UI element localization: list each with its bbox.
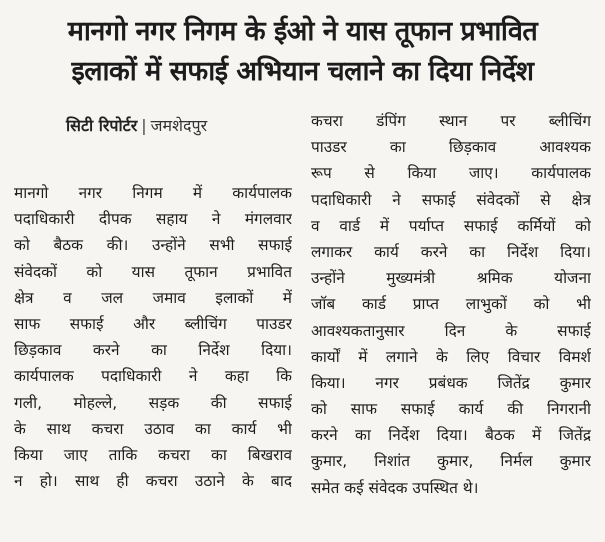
right-column-line: लगाकर कार्य करने का निर्देश दिया। bbox=[311, 242, 591, 261]
right-column-line: किया। नगर प्रबंधक जितेंद्र कुमार bbox=[311, 373, 591, 392]
left-column-line: किया जाए ताकि कचरा का बिखराव bbox=[14, 445, 292, 464]
left-column-line: मानगो नगर निगम में कार्यपालक bbox=[14, 184, 292, 202]
right-column-line: कुमार, निशांत कुमार, निर्मल कुमार bbox=[311, 452, 591, 471]
left-column-line: के साथ कचरा उठाव का कार्य भी bbox=[14, 419, 292, 438]
headline-line-2: इलाकों में सफाई अभियान चलाने का दिया निर्देश bbox=[71, 56, 534, 87]
right-column-line: को साफ सफाई कार्य की निगरानी bbox=[311, 400, 591, 419]
right-column-line: रूप से किया जाए। कार्यपालक bbox=[311, 164, 591, 183]
right-column-line: व वार्ड में पर्याप्त सफाई कर्मियों को bbox=[311, 216, 591, 235]
headline-line-1: मानगो नगर निगम के ईओ ने यास तूफान प्रभावित bbox=[67, 16, 538, 47]
byline bbox=[66, 114, 207, 136]
right-column-line: कचरा डंपिंग स्थान पर ब्लीचिंग bbox=[311, 112, 591, 130]
right-column-line: आवश्यकतानुसार दिन के सफाई bbox=[311, 321, 591, 340]
left-column bbox=[14, 180, 292, 494]
right-column-line: करने का निर्देश दिया। बैठक में जितेंद्र bbox=[311, 426, 591, 445]
left-column-line: को बैठक की। उन्होंने सभी सफाई bbox=[14, 236, 292, 255]
left-column-line: संवेदकों को यास तूफान प्रभावित bbox=[14, 262, 292, 281]
left-column-line: साफ सफाई और ब्लीचिंग पाउडर bbox=[14, 314, 292, 333]
byline-place: जमशेदपुर bbox=[150, 116, 208, 135]
right-column-line: पदाधिकारी ने सफाई संवेदकों से क्षेत्र bbox=[311, 190, 591, 209]
left-column-line: न हो। साथ ही कचरा उठाने के बाद bbox=[14, 472, 292, 491]
right-column-line: पाउडर का छिड़काव आवश्यक bbox=[311, 138, 591, 157]
article-headline bbox=[0, 12, 605, 92]
byline-separator: | bbox=[141, 116, 147, 135]
left-column-line: गली, मोहल्ले, सड़क की सफाई bbox=[14, 393, 292, 412]
left-column-line: कार्यपालक पदाधिकारी ने कहा कि bbox=[14, 367, 292, 386]
right-column-line: समेत कई संवेदक उपस्थित थे। bbox=[311, 478, 479, 497]
byline-reporter: सिटी रिपोर्टर bbox=[66, 116, 138, 135]
right-column-line: कार्यों में लगाने के लिए विचार विमर्श bbox=[311, 347, 591, 366]
right-column bbox=[311, 108, 591, 501]
left-column-line: छिड़काव करने का निर्देश दिया। bbox=[14, 341, 292, 360]
right-column-line: उन्होंने मुख्यमंत्री श्रमिक योजना bbox=[311, 269, 591, 288]
left-column-line: क्षेत्र व जल जमाव इलाकों में bbox=[14, 288, 292, 307]
left-column-line: पदाधिकारी दीपक सहाय ने मंगलवार bbox=[14, 210, 292, 229]
right-column-line: जॉब कार्ड प्राप्त लाभुकों को भी bbox=[311, 295, 591, 314]
